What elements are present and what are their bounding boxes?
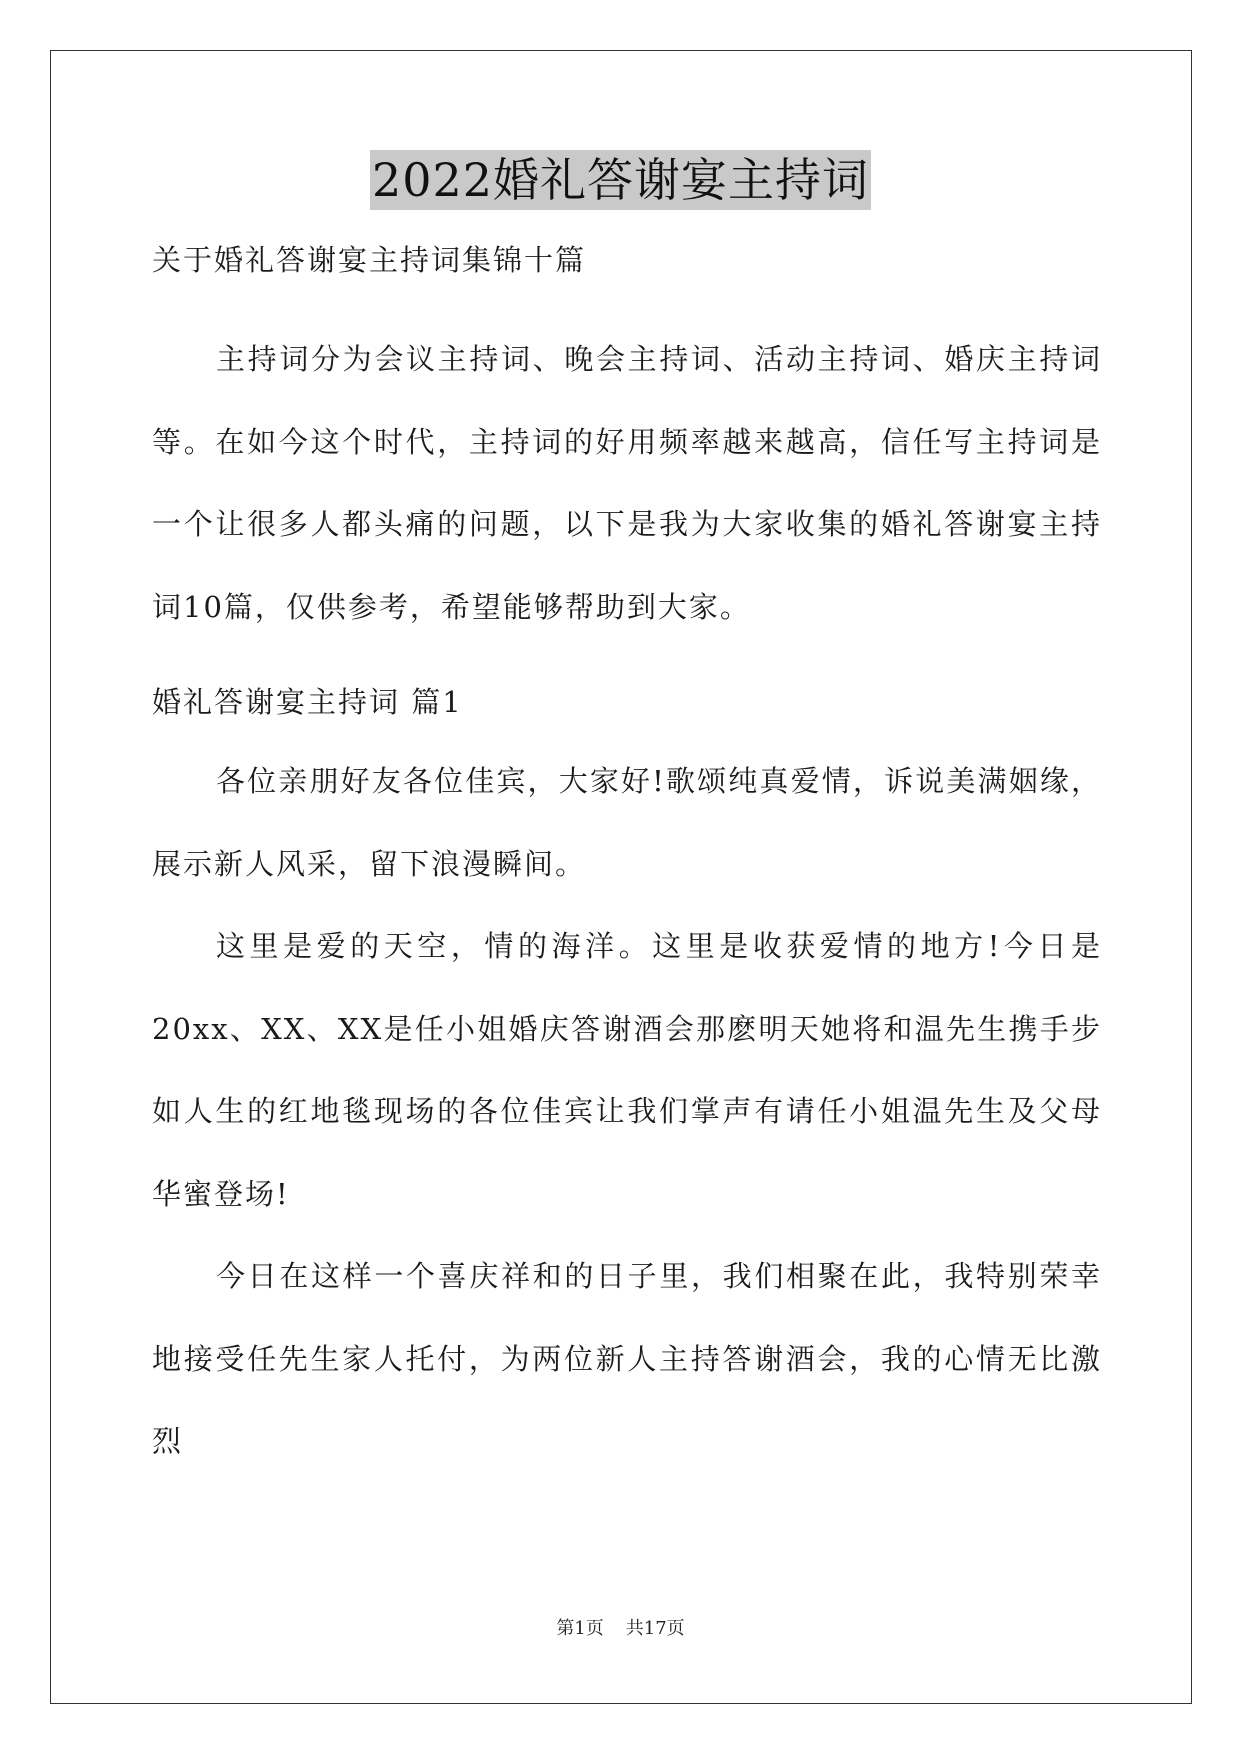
page-number: 第1页 xyxy=(556,1618,604,1639)
page-footer xyxy=(0,1617,1241,1641)
intro-paragraph: 主持词分为会议主持词、晚会主持词、活动主持词、婚庆主持词等。在如今这个时代，主持词的好用频率越来越高，信任写主持词是一个让很多人都头痛的问题，以下是我为大家收集的婚礼答谢宴主持词10篇，仅供参考，希望能够帮助到大家。 xyxy=(152,342,1102,624)
title-container xyxy=(0,150,1241,210)
page-total: 共17页 xyxy=(625,1618,685,1639)
document-title: 2022婚礼答谢宴主持词 xyxy=(370,150,871,210)
body-paragraph-3: 今日在这样一个喜庆祥和的日子里，我们相聚在此，我特别荣幸地接受任先生家人托付，为两位新人主持答谢酒会，我的心情无比激烈 xyxy=(152,1259,1102,1458)
section-heading: 婚礼答谢宴主持词 篇1 xyxy=(152,685,463,719)
body-paragraph-1: 各位亲朋好友各位佳宾，大家好!歌颂纯真爱情，诉说美满姻缘，展示新人风采，留下浪漫瞬间。 xyxy=(152,764,1102,881)
body-paragraph-2: 这里是爱的天空，情的海洋。这里是收获爱情的地方!今日是20xx、XX、XX是任小姐婚庆答谢酒会那麽明天她将和温先生携手步如人生的红地毯现场的各位佳宾让我们掌声有请任小姐温先生及父母华蜜登场! xyxy=(152,929,1102,1211)
document-subtitle: 关于婚礼答谢宴主持词集锦十篇 xyxy=(152,243,587,277)
